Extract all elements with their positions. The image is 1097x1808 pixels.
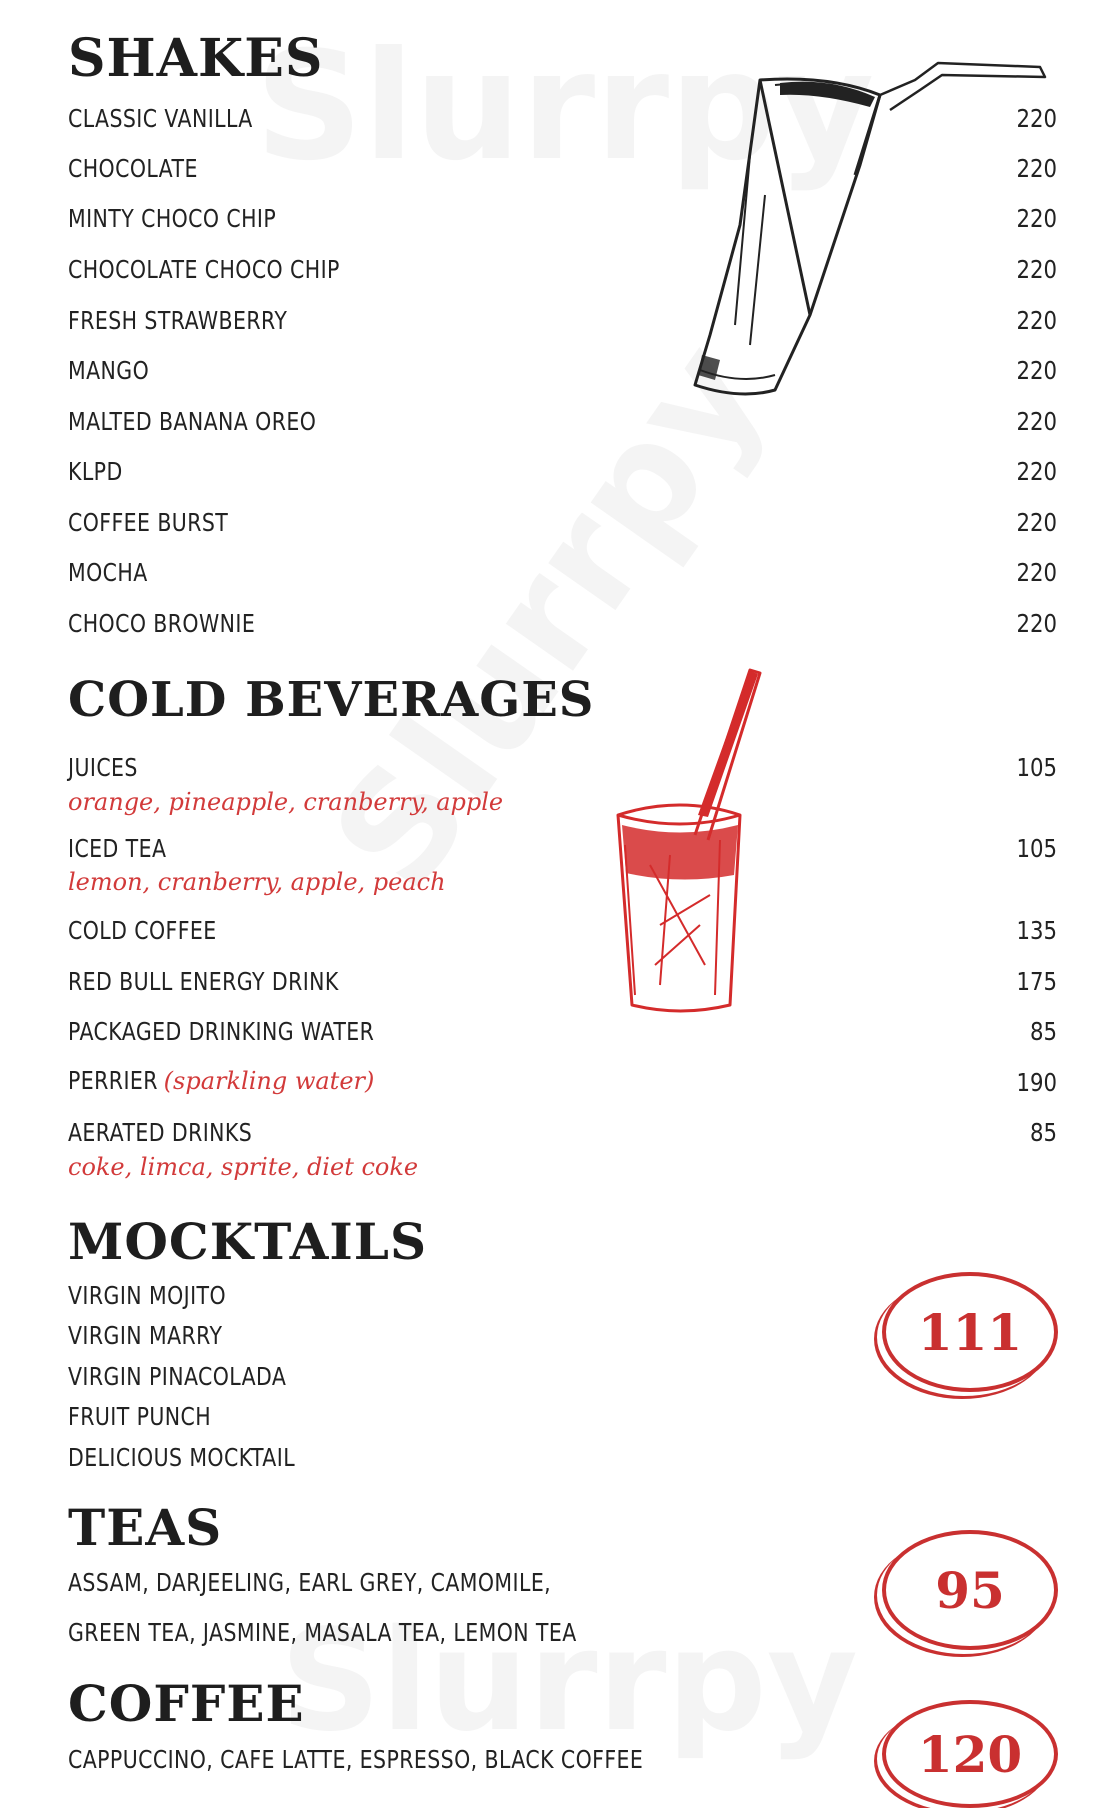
coffee-price-badge: 120 — [882, 1700, 1058, 1808]
perrier-name: PERRIER — [68, 1066, 158, 1095]
shake-item-price: 220 — [1016, 407, 1057, 436]
shake-item-price: 220 — [1016, 104, 1057, 133]
iced-tea-price: 105 — [1016, 834, 1057, 863]
shake-item-price: 220 — [1016, 306, 1057, 335]
mocktail-item: VIRGIN PINACOLADA — [68, 1362, 287, 1391]
shake-item-name: MOCHA — [68, 558, 148, 587]
mocktail-item: VIRGIN MOJITO — [68, 1281, 227, 1310]
shake-item-price: 220 — [1016, 609, 1057, 638]
shake-item-name: CHOCOLATE CHOCO CHIP — [68, 255, 340, 284]
water-price: 85 — [1029, 1017, 1057, 1046]
juices-flavours: orange, pineapple, cranberry, apple — [68, 788, 504, 816]
mocktail-item: FRUIT PUNCH — [68, 1402, 212, 1431]
aerated-flavours: coke, limca, sprite, diet coke — [68, 1153, 419, 1181]
shake-item-name: COFFEE BURST — [68, 508, 229, 537]
iced-drink-glass-illustration — [610, 665, 780, 1025]
mocktail-item: DELICIOUS MOCKTAIL — [68, 1443, 296, 1472]
shake-item-name: MALTED BANANA OREO — [68, 407, 317, 436]
shake-item-name: MINTY CHOCO CHIP — [68, 204, 277, 233]
cold-beverages-heading: COLD BEVERAGES — [68, 672, 595, 728]
cold-coffee-price: 135 — [1016, 916, 1057, 945]
juices-name: JUICES — [68, 753, 138, 782]
shake-item-price: 220 — [1016, 154, 1057, 183]
teas-price-badge: 95 — [882, 1530, 1058, 1650]
shake-item-name: CHOCOLATE — [68, 154, 198, 183]
mocktails-price-badge: 111 — [882, 1272, 1058, 1392]
shake-item-name: FRESH STRAWBERRY — [68, 306, 288, 335]
teas-heading: TEAS — [68, 1498, 223, 1557]
red-bull-price: 175 — [1016, 967, 1057, 996]
shake-item-price: 220 — [1016, 457, 1057, 486]
cold-coffee-name: COLD COFFEE — [68, 916, 217, 945]
shake-item-name: CHOCO BROWNIE — [68, 609, 256, 638]
red-bull-name: RED BULL ENERGY DRINK — [68, 967, 339, 996]
perrier-row — [68, 1066, 396, 1095]
coffee-line-1: CAPPUCCINO, CAFE LATTE, ESPRESSO, BLACK COFFEE — [68, 1745, 644, 1774]
shake-item-price: 220 — [1016, 255, 1057, 284]
shakes-heading: SHAKES — [68, 28, 324, 89]
shake-item-price: 220 — [1016, 356, 1057, 385]
shake-item-price: 220 — [1016, 508, 1057, 537]
teas-line-1: ASSAM, DARJEELING, EARL GREY, CAMOMILE, — [68, 1568, 552, 1597]
aerated-price: 85 — [1029, 1118, 1057, 1147]
perrier-note: (sparkling water) — [163, 1067, 375, 1095]
shake-item-price: 220 — [1016, 558, 1057, 587]
water-name: PACKAGED DRINKING WATER — [68, 1017, 375, 1046]
aerated-name: AERATED DRINKS — [68, 1118, 253, 1147]
shake-item-name: KLPD — [68, 457, 123, 486]
coffee-heading: COFFEE — [68, 1674, 305, 1733]
perrier-price: 190 — [1016, 1068, 1057, 1097]
shake-item-price: 220 — [1016, 204, 1057, 233]
juices-price: 105 — [1016, 753, 1057, 782]
shake-item-name: CLASSIC VANILLA — [68, 104, 253, 133]
mocktail-item: VIRGIN MARRY — [68, 1321, 223, 1350]
mocktails-heading: MOCKTAILS — [68, 1212, 428, 1271]
shake-item-name: MANGO — [68, 356, 150, 385]
teas-line-2: GREEN TEA, JASMINE, MASALA TEA, LEMON TEA — [68, 1618, 577, 1647]
iced-tea-flavours: lemon, cranberry, apple, peach — [68, 868, 446, 896]
iced-tea-name: ICED TEA — [68, 834, 167, 863]
